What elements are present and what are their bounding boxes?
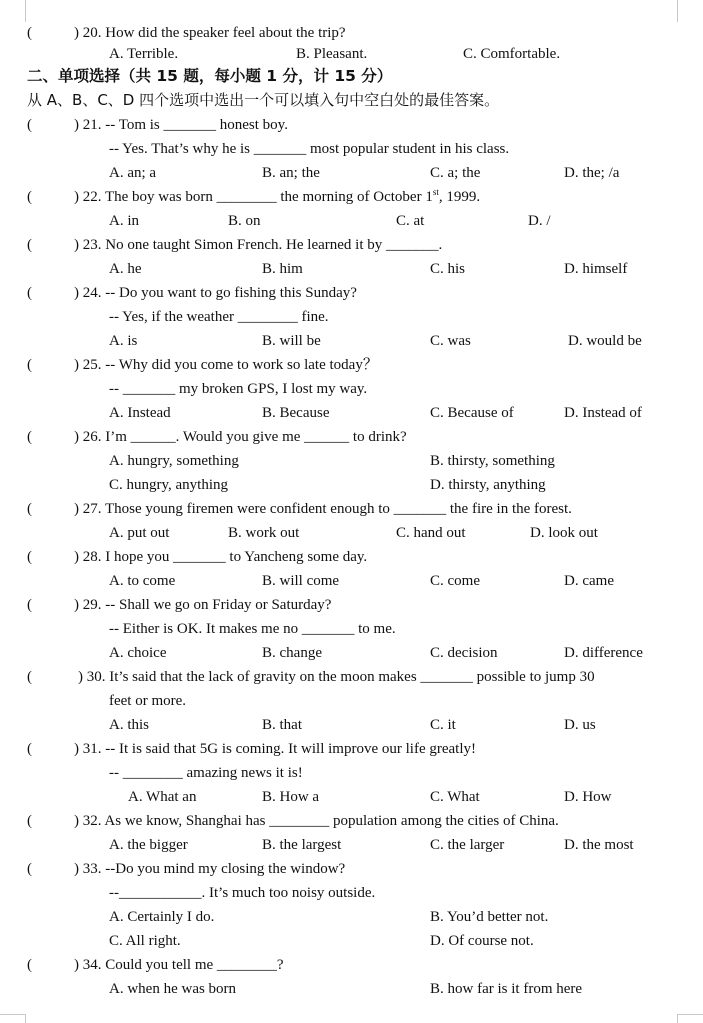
answer-paren: (	[27, 285, 32, 301]
option-d: D. came	[564, 573, 614, 589]
crop-mark-bottom-left	[0, 1014, 26, 1023]
question-stem: ) 31. -- It is said that 5G is coming. It will improve our life greatly!	[74, 741, 476, 757]
option-d: D. look out	[530, 525, 598, 541]
option-a: A. put out	[109, 525, 170, 541]
option-b: B. Pleasant.	[296, 46, 368, 62]
option-a: A. is	[109, 333, 138, 349]
option-d: D. would be	[568, 333, 642, 349]
option-d: D. Instead of	[564, 405, 642, 421]
question-23	[0, 233, 703, 257]
question-stem-2: -- Either is OK. It makes me no _______ to me.	[109, 621, 396, 637]
question-33-options-row2	[0, 929, 703, 953]
question-stem-2: --___________. It’s much too noisy outside.	[109, 885, 376, 901]
option-a: A. What an	[128, 789, 197, 805]
ordinal-suffix: st	[432, 187, 439, 197]
question-34	[0, 953, 703, 977]
question-30-options	[0, 713, 703, 737]
question-21	[0, 113, 703, 137]
answer-paren: (	[27, 25, 32, 41]
answer-paren: (	[27, 813, 32, 829]
option-c: C. was	[430, 333, 471, 349]
option-c: C. at	[396, 213, 425, 229]
question-27	[0, 497, 703, 521]
question-27-options	[0, 521, 703, 545]
crop-mark-top-right	[677, 0, 703, 22]
option-d: D. /	[528, 213, 551, 229]
option-b: B. Because	[262, 405, 330, 421]
option-a: A. the bigger	[109, 837, 188, 853]
question-stem-main: ) 22. The boy was born ________ the morning of October 1	[74, 189, 433, 205]
answer-paren: (	[27, 189, 32, 205]
answer-paren: (	[27, 741, 32, 757]
option-b: B. How a	[262, 789, 320, 805]
option-b: B. will be	[262, 333, 321, 349]
option-d: D. the most	[564, 837, 634, 853]
question-33-options-row1	[0, 905, 703, 929]
option-a: A. an; a	[109, 165, 157, 181]
option-a: A. Instead	[109, 405, 171, 421]
question-22	[0, 185, 703, 209]
option-b: B. how far is it from here	[430, 981, 583, 997]
question-25	[0, 353, 703, 377]
answer-paren: (	[27, 357, 32, 373]
section-heading: 二、单项选择（共 15 题，每小题 1 分，计 15 分）	[27, 67, 393, 85]
question-stem: ) 30. It’s said that the lack of gravity on the moon makes _______ possible to jump 30	[78, 669, 595, 685]
question-stem	[74, 185, 480, 209]
question-21-options	[0, 161, 703, 185]
option-c: C. Comfortable.	[463, 46, 561, 62]
question-25-options	[0, 401, 703, 425]
option-d: D. How	[564, 789, 612, 805]
question-30	[0, 665, 703, 689]
answer-paren: (	[27, 117, 32, 133]
option-b: B. thirsty, something	[430, 453, 555, 469]
option-a: A. this	[109, 717, 150, 733]
option-b: B. work out	[228, 525, 300, 541]
option-c: C. All right.	[109, 933, 181, 949]
option-d: D. himself	[564, 261, 628, 277]
question-29-line2	[0, 617, 703, 641]
option-c: C. hand out	[396, 525, 466, 541]
question-26-options-row1	[0, 449, 703, 473]
question-23-options	[0, 257, 703, 281]
question-29	[0, 593, 703, 617]
option-a: A. Terrible.	[109, 46, 179, 62]
question-stem: ) 34. Could you tell me ________?	[74, 957, 284, 973]
answer-paren: (	[27, 597, 32, 613]
question-24	[0, 281, 703, 305]
option-b: B. an; the	[262, 165, 320, 181]
question-30-line2	[0, 689, 703, 713]
question-stem-2: -- Yes. That’s why he is _______ most popular student in his class.	[109, 141, 510, 157]
question-33	[0, 857, 703, 881]
option-b: B. will come	[262, 573, 340, 589]
question-stem: ) 23. No one taught Simon French. He learned it by _______.	[74, 237, 443, 253]
question-stem-2: -- _______ my broken GPS, I lost my way.	[109, 381, 368, 397]
question-stem-2: -- Yes, if the weather ________ fine.	[109, 309, 329, 325]
option-c: C. it	[430, 717, 456, 733]
option-c: C. decision	[430, 645, 498, 661]
section-heading-line	[0, 64, 703, 88]
question-28	[0, 545, 703, 569]
crop-mark-top-left	[0, 0, 26, 22]
question-31	[0, 737, 703, 761]
option-b: B. You’d better not.	[430, 909, 549, 925]
option-c: C. a; the	[430, 165, 481, 181]
answer-paren: (	[27, 957, 32, 973]
question-21-line2	[0, 137, 703, 161]
question-22-options	[0, 209, 703, 233]
question-stem: ) 28. I hope you _______ to Yancheng some day.	[74, 549, 368, 565]
question-stem: ) 25. -- Why did you come to work so late today？	[74, 357, 378, 373]
question-stem: ) 20. How did the speaker feel about the trip?	[74, 25, 346, 41]
option-d: D. difference	[564, 645, 643, 661]
answer-paren: (	[27, 237, 32, 253]
option-c: C. What	[430, 789, 480, 805]
question-26-options-row2	[0, 473, 703, 497]
answer-paren: (	[27, 669, 32, 685]
question-29-options	[0, 641, 703, 665]
option-c: C. the larger	[430, 837, 505, 853]
option-a: A. in	[109, 213, 139, 229]
question-24-options	[0, 329, 703, 353]
question-31-options	[0, 785, 703, 809]
answer-paren: (	[27, 429, 32, 445]
option-c: C. come	[430, 573, 480, 589]
question-stem: ) 32. As we know, Shanghai has ________ population among the cities of China.	[74, 813, 559, 829]
answer-paren: (	[27, 501, 32, 517]
crop-mark-bottom-right	[677, 1014, 703, 1023]
option-a: A. to come	[109, 573, 176, 589]
question-25-line2	[0, 377, 703, 401]
option-d: D. Of course not.	[430, 933, 534, 949]
option-b: B. the largest	[262, 837, 342, 853]
option-a: A. Certainly I do.	[109, 909, 215, 925]
question-stem: ) 24. -- Do you want to go fishing this Sunday?	[74, 285, 357, 301]
option-b: B. that	[262, 717, 302, 733]
option-b: B. on	[228, 213, 261, 229]
question-34-options	[0, 977, 703, 1001]
question-stem-end: , 1999.	[438, 189, 481, 205]
option-a: A. choice	[109, 645, 167, 661]
answer-paren: (	[27, 861, 32, 877]
question-stem: ) 29. -- Shall we go on Friday or Saturday?	[74, 597, 332, 613]
option-b: B. him	[262, 261, 303, 277]
question-24-line2	[0, 305, 703, 329]
question-32	[0, 809, 703, 833]
question-stem: ) 27. Those young firemen were confident enough to _______ the fire in the forest.	[74, 501, 572, 517]
question-31-line2	[0, 761, 703, 785]
question-stem-2: -- ________ amazing news it is!	[109, 765, 303, 781]
option-c: C. hungry, anything	[109, 477, 229, 493]
option-b: B. change	[262, 645, 322, 661]
question-stem: ) 21. -- Tom is _______ honest boy.	[74, 117, 288, 133]
question-33-line2	[0, 881, 703, 905]
option-c: C. Because of	[430, 405, 514, 421]
section-instruction: 从 A、B、C、D 四个选项中选出一个可以填入句中空白处的最佳答案。	[27, 91, 500, 109]
question-26	[0, 425, 703, 449]
question-32-options	[0, 833, 703, 857]
question-28-options	[0, 569, 703, 593]
question-stem-2: feet or more.	[109, 693, 187, 709]
option-a: A. when he was born	[109, 981, 237, 997]
section-instruction-line	[0, 88, 703, 112]
option-d: D. the; /a	[564, 165, 620, 181]
option-a: A. he	[109, 261, 142, 277]
option-c: C. his	[430, 261, 466, 277]
option-a: A. hungry, something	[109, 453, 239, 469]
option-d: D. thirsty, anything	[430, 477, 546, 493]
question-stem: ) 26. I’m ______. Would you give me ______ to drink?	[74, 429, 407, 445]
option-d: D. us	[564, 717, 596, 733]
answer-paren: (	[27, 549, 32, 565]
question-20-options	[0, 42, 703, 66]
question-stem: ) 33. --Do you mind my closing the window?	[74, 861, 346, 877]
